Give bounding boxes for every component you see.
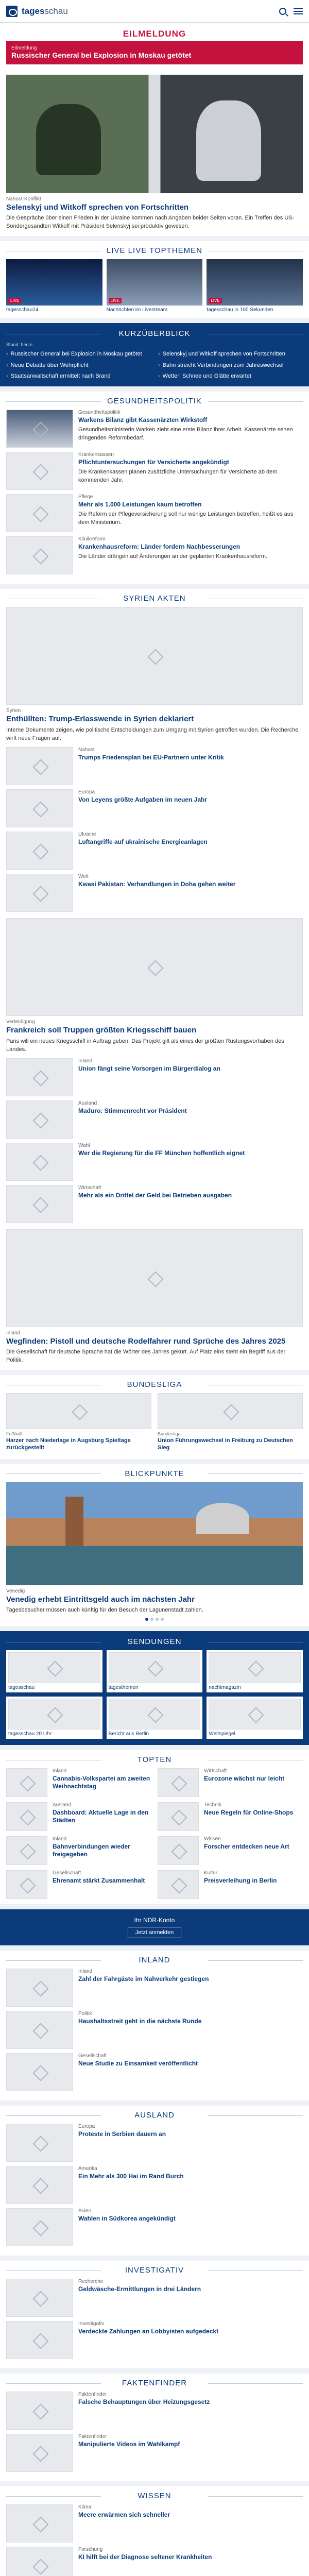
sendung-card[interactable] xyxy=(6,1697,102,1739)
list-item[interactable] xyxy=(6,2392,303,2430)
list-item[interactable] xyxy=(6,2279,303,2317)
account-banner xyxy=(0,1909,309,1945)
article-image[interactable] xyxy=(6,874,73,912)
article-image[interactable] xyxy=(158,1802,199,1831)
article-headline[interactable]: Geldwäsche-Ermittlungen in drei Ländern xyxy=(78,2285,201,2293)
eilmeldung-section xyxy=(0,23,309,70)
lead-headline[interactable]: Selenskyj und Witkoff sprechen von Fortschritten xyxy=(6,202,189,212)
eilmeldung-card[interactable] xyxy=(6,41,303,64)
sendung-label[interactable]: tagesschau xyxy=(8,1685,35,1691)
article-headline[interactable]: Mehr als 1.000 Leistungen kaum betroffen xyxy=(78,501,202,509)
article-kicker: Recherche xyxy=(78,2279,104,2285)
brand-logo[interactable]: tagesschau xyxy=(22,6,68,16)
article-image[interactable] xyxy=(6,1393,151,1429)
article-kicker: Forschung xyxy=(78,2547,103,2553)
list-item[interactable] xyxy=(6,1969,303,2007)
article-kicker: Klima xyxy=(78,2504,92,2511)
article-kicker: Pflege xyxy=(78,494,93,500)
gesundheit-section xyxy=(0,392,309,584)
article-teaser: Tagesbesucher müssen auch künftig für den Besuch der Lagunenstadt zahlen. xyxy=(6,1607,203,1614)
live-card[interactable] xyxy=(207,259,303,313)
article-kicker: Ausland xyxy=(78,1100,97,1106)
article-image[interactable] xyxy=(6,607,303,705)
sendung-image[interactable] xyxy=(109,1699,201,1730)
sendung-image[interactable] xyxy=(209,1699,301,1730)
article-headline[interactable]: Cannabis-Volkspartei am zweiten Weihnachtstag xyxy=(53,1775,150,1790)
lead-article[interactable] xyxy=(0,70,309,236)
article-headline[interactable]: Meere erwärmen sich schneller xyxy=(78,2511,170,2519)
article-teaser: Paris will ein neues Kriegsschiff in Auftrag geben. Das Projekt gilt als eines der größten Rüstungsvorhaben des Landes. xyxy=(6,1038,284,1053)
article-headline[interactable]: Enthüllten: Trump-Erlasswende in Syrien deklariert xyxy=(6,715,194,724)
article-kicker: Asien xyxy=(78,2208,92,2214)
list-item[interactable] xyxy=(6,1836,151,1865)
article-kicker: Wirtschaft xyxy=(78,1184,101,1191)
article-headline[interactable]: Neue Studie zu Einsamkeit veröffentlicht xyxy=(78,2060,198,2067)
list-item[interactable] xyxy=(6,2124,303,2162)
blickpunkte-title: BLICKPUNKTE xyxy=(6,1469,303,1478)
kurzueberblick-item[interactable]: › Neue Debatte über Wehrpflicht xyxy=(6,362,151,369)
article-kicker: Faktenfinder xyxy=(78,2392,107,2398)
live-badge: LIVE xyxy=(109,298,122,303)
article-image[interactable] xyxy=(6,2011,73,2049)
list-item[interactable] xyxy=(6,1802,151,1831)
sendung-label[interactable]: Weltspiegel xyxy=(209,1731,235,1737)
list-item[interactable] xyxy=(6,410,303,448)
article-kicker: Wahl xyxy=(78,1142,90,1148)
blickpunkte-section xyxy=(0,1464,309,1626)
article-headline[interactable]: Warkens Bilanz gibt Kassenärzten Wirkstoff xyxy=(78,416,208,424)
list-item[interactable] xyxy=(6,2208,303,2246)
article-headline[interactable]: Union Führungswechsel in Freiburg zu Deutschen Sieg xyxy=(158,1437,293,1451)
article-headline[interactable]: Ein Mehr als 300 Hai im Rand Burch xyxy=(78,2173,184,2180)
sendung-image[interactable] xyxy=(8,1652,100,1683)
login-button[interactable]: Jetzt anmelden xyxy=(128,1927,182,1938)
live-caption[interactable]: Nachrichten im Livestream xyxy=(106,307,168,313)
lead-kicker: Nahost-Konflikt xyxy=(6,196,41,202)
article-teaser: Die Länder drängen auf Änderungen an der geplanten Krankenhausreform. xyxy=(78,553,267,560)
inland-title: INLAND xyxy=(6,1956,303,1964)
list-item[interactable] xyxy=(6,494,303,532)
article-kicker: Faktenfinder xyxy=(78,2434,107,2440)
live-caption[interactable]: tagesschau in 100 Sekunden xyxy=(207,307,273,313)
article-kicker: Wissen xyxy=(204,1836,221,1842)
article-image[interactable] xyxy=(158,1836,199,1865)
wissen-title: WISSEN xyxy=(6,2492,303,2500)
article-image[interactable] xyxy=(6,1870,47,1899)
article-headline[interactable]: Wegfinden: Pistoll und deutsche Rodelfahrer rund Sprüche des Jahres 2025 xyxy=(6,1336,286,1346)
article-headline[interactable]: Wer die Regierung für die FF München hoffentlich eignet xyxy=(78,1149,245,1157)
article-image[interactable] xyxy=(6,1100,73,1139)
investigativ-title: INVESTIGATIV xyxy=(6,2266,303,2275)
gesundheit-title: GESUNDHEITSPOLITIK xyxy=(6,397,303,405)
article-headline[interactable]: Trumps Friedensplan bei EU-Partnern unter Kritik xyxy=(78,753,224,761)
article-image[interactable] xyxy=(6,1802,47,1831)
kurzueberblick-item[interactable]: › Russischer General bei Explosion in Moskau getötet xyxy=(6,350,151,358)
article-image[interactable] xyxy=(6,1768,47,1797)
article-image[interactable] xyxy=(158,1870,199,1899)
lead-teaser: Die Gespräche über einen Frieden in der Ukraine kommen nach Angaben beider Seiten voran. Ein Treffen des US-Sondergesandten Witkoff mit Präsident Selenskyj sei produktiv gewesen. xyxy=(6,215,295,230)
article-image[interactable] xyxy=(6,2504,73,2543)
list-item[interactable] xyxy=(6,536,303,574)
article-headline[interactable]: Von Leyens größte Aufgaben im neuen Jahr xyxy=(78,795,208,803)
article-image[interactable] xyxy=(6,747,73,785)
kurzueberblick-item[interactable]: › Wetter: Schnee und Glätte erwartet xyxy=(158,372,303,380)
article-headline[interactable]: Maduro: Stimmenrecht vor Präsident xyxy=(78,1107,187,1114)
article-kicker: Inland xyxy=(53,1836,67,1842)
big-article[interactable] xyxy=(6,1229,303,1365)
article-image[interactable] xyxy=(6,2053,73,2091)
sendung-card[interactable] xyxy=(207,1650,303,1692)
article-image[interactable] xyxy=(6,452,73,490)
article-image[interactable] xyxy=(6,2124,73,2162)
list-item[interactable] xyxy=(6,832,303,870)
list-item[interactable] xyxy=(6,1143,303,1181)
article-headline[interactable]: Union fängt seine Vorsorgen im Bürgerdialog an xyxy=(78,1064,220,1072)
list-item[interactable] xyxy=(158,1393,303,1454)
sendung-label[interactable]: Bericht aus Berlin xyxy=(108,1731,149,1737)
article-image[interactable] xyxy=(6,918,303,1016)
article-image[interactable] xyxy=(6,2208,73,2246)
article-headline[interactable]: Frankreich soll Truppen größten Kriegsschiff bauen xyxy=(6,1025,197,1035)
list-item[interactable] xyxy=(6,2053,303,2091)
search-icon[interactable] xyxy=(279,8,286,15)
live-card[interactable] xyxy=(107,259,203,313)
kurzueberblick-item[interactable]: › Selenskyj und Witkoff sprechen von Fortschritten xyxy=(158,350,303,358)
lead-image[interactable] xyxy=(6,75,303,193)
sendungen-title: SENDUNGEN xyxy=(6,1637,303,1646)
article-headline[interactable]: Bahnverbindungen wieder freigegeben xyxy=(53,1843,130,1858)
kurzueberblick-item[interactable]: › Staatsanwaltschaft ermittelt nach Brand xyxy=(6,372,151,380)
article-kicker: Ukraine xyxy=(78,831,96,837)
faktenfinder-section xyxy=(0,2374,309,2481)
eilmeldung-heading: EILMELDUNG xyxy=(123,29,186,39)
list-item[interactable] xyxy=(6,2547,303,2576)
article-kicker: Gesellschaft xyxy=(78,2053,107,2059)
article-kicker: Inland xyxy=(6,1330,21,1336)
article-kicker: Gesellschaft xyxy=(53,1870,81,1876)
article-image[interactable] xyxy=(158,1393,303,1429)
sendung-image[interactable] xyxy=(209,1652,301,1683)
article-headline[interactable]: Mehr als ein Drittel der Geld bei Betrieben ausgaben xyxy=(78,1191,232,1199)
article-image[interactable] xyxy=(158,1768,199,1797)
list-item[interactable] xyxy=(6,452,303,490)
article-image[interactable] xyxy=(6,1058,73,1096)
article-kicker: Inland xyxy=(78,1058,93,1064)
article-image[interactable] xyxy=(6,494,73,532)
article-teaser: Die Reform der Pflegeversicherung soll nur wenige Leistungen betreffen, heißt es aus dem Ministerium. xyxy=(78,511,294,526)
article-kicker: Gesundheitspolitik xyxy=(78,410,121,416)
article-kicker: Wirtschaft xyxy=(204,1768,227,1774)
article-kicker: Europa xyxy=(78,2124,95,2130)
article-teaser: Interne Dokumente zeigen, wie politische Entscheidungen zum Umgang mit Syrien getroffen wurden. Die Recherche wirft neue Fragen auf. xyxy=(6,727,299,741)
topten-title: TOPTEN xyxy=(6,1755,303,1764)
article-headline[interactable]: Luftangriffe auf ukrainische Energieanlagen xyxy=(78,838,208,845)
list-item[interactable] xyxy=(6,874,303,912)
sendung-card[interactable] xyxy=(107,1697,203,1739)
article-kicker: Inland xyxy=(53,1768,67,1774)
investigativ-section xyxy=(0,2261,309,2368)
article-image[interactable] xyxy=(6,789,73,827)
menu-icon[interactable] xyxy=(294,8,303,14)
article-kicker: Politik xyxy=(78,2011,92,2017)
sendung-card[interactable] xyxy=(107,1650,203,1692)
article-kicker: Venedig xyxy=(6,1588,25,1594)
article-headline[interactable]: Zahl der Fahrgäste im Nahverkehr gestiegen xyxy=(78,1975,209,1983)
kurzueberblick-item[interactable]: › Bahn streicht Verbindungen zum Jahreswechsel xyxy=(158,362,303,369)
article-teaser: Die Gesellschaft für deutsche Sprache hat die Wörter des Jahres gekürt. Auf Platz eins steht ein Begriff aus der Politik. xyxy=(6,1349,286,1364)
article-kicker: Syrien xyxy=(6,708,21,714)
live-badge: LIVE xyxy=(209,298,221,303)
list-item[interactable] xyxy=(6,2011,303,2049)
faktenfinder-title: FAKTENFINDER xyxy=(6,2379,303,2387)
article-headline[interactable]: KI hilft bei der Diagnose seltener Krankheiten xyxy=(78,2553,212,2561)
list-item[interactable] xyxy=(158,1768,303,1797)
article-image[interactable] xyxy=(6,410,73,448)
live-thumbnail[interactable] xyxy=(6,259,102,306)
list-item[interactable] xyxy=(6,1870,151,1899)
list-item[interactable] xyxy=(6,1058,303,1096)
article-kicker: Europa xyxy=(78,789,95,795)
article-image[interactable] xyxy=(6,2392,73,2430)
article-teaser: Gesundheitsministerin Warken zieht eine erste Bilanz ihrer Arbeit. Kassenärzte sehen dringenden Reformbedarf. xyxy=(78,427,293,442)
sendung-card[interactable] xyxy=(6,1650,102,1692)
article-kicker: Nahost xyxy=(78,747,95,753)
bundesliga-title: BUNDESLIGA xyxy=(6,1380,303,1389)
article-headline[interactable]: Dashboard: Aktuelle Lage in den Städten xyxy=(53,1809,149,1824)
list-item[interactable] xyxy=(158,1870,303,1899)
list-item[interactable] xyxy=(6,2321,303,2359)
live-thumbnail[interactable] xyxy=(207,259,303,306)
article-headline[interactable]: Venedig erhebt Eintrittsgeld auch im nächsten Jahr xyxy=(6,1595,195,1604)
article-image[interactable] xyxy=(6,1185,73,1223)
article-image[interactable] xyxy=(6,2279,73,2317)
article-kicker: Technik xyxy=(204,1802,221,1808)
article-headline[interactable]: Wahlen in Südkorea angekündigt xyxy=(78,2215,176,2223)
article-headline[interactable]: Falsche Behauptungen über Heizungsgesetz xyxy=(78,2398,210,2406)
article-headline[interactable]: Haushaltsstreit geht in die nächste Runde xyxy=(78,2018,202,2025)
ausland-section xyxy=(0,2106,309,2256)
venice-image[interactable] xyxy=(6,1482,303,1585)
article-headline[interactable]: Krankenhausreform: Länder fordern Nachbesserungen xyxy=(78,543,241,551)
kurzueberblick-title: KURZÜBERBLICK xyxy=(6,329,303,338)
article-headline[interactable]: Kwasi Pakistan: Verhandlungen in Doha gehen weiter xyxy=(78,880,236,888)
article-image[interactable] xyxy=(6,2166,73,2204)
article-teaser: Die Krankenkassen planen zusätzliche Untersuchungen für Versicherte ab dem kommenden Jahr. xyxy=(78,469,278,484)
article-headline[interactable]: Neue Regeln für Online-Shops xyxy=(204,1809,294,1817)
tagesschau-logo-icon[interactable] xyxy=(6,6,18,17)
inland-section xyxy=(0,1951,309,2100)
live-thumbnail[interactable] xyxy=(107,259,203,306)
article-headline[interactable]: Ehrenamt stärkt Zusammenhalt xyxy=(53,1877,145,1885)
bundesliga-section xyxy=(0,1375,309,1459)
wissen-section xyxy=(0,2486,309,2576)
list-item[interactable] xyxy=(6,1768,151,1797)
article-image[interactable] xyxy=(6,1836,47,1865)
list-item[interactable] xyxy=(6,1100,303,1139)
live-title: LIVE LIVE TOPTHEMEN xyxy=(6,246,303,255)
kurzueberblick-section xyxy=(0,323,309,386)
article-kicker: Bundesliga xyxy=(158,1431,181,1437)
article-kicker: Inland xyxy=(78,1969,93,1975)
article-image[interactable] xyxy=(6,2434,73,2472)
live-badge: LIVE xyxy=(8,298,21,303)
article-kicker: Ausland xyxy=(53,1802,72,1808)
article-kicker: Kultur xyxy=(204,1870,218,1876)
list-item[interactable] xyxy=(6,2166,303,2204)
list-item[interactable] xyxy=(6,789,303,827)
sendung-image[interactable] xyxy=(8,1699,100,1730)
list-item[interactable] xyxy=(158,1836,303,1865)
list-item[interactable] xyxy=(6,2504,303,2543)
article-headline[interactable]: Eurozone wächst nur leicht xyxy=(204,1775,285,1783)
topten-section xyxy=(0,1750,309,1904)
article-image[interactable] xyxy=(6,536,73,574)
article-image[interactable] xyxy=(6,1229,303,1327)
article-image[interactable] xyxy=(6,832,73,870)
sendung-image[interactable] xyxy=(109,1652,201,1683)
article-image[interactable] xyxy=(6,2321,73,2359)
list-item[interactable] xyxy=(6,1393,151,1454)
article-kicker: Fußball xyxy=(6,1431,22,1437)
article-headline[interactable]: Manipulierte Videos im Wahlkampf xyxy=(78,2441,180,2448)
article-kicker: Krankenkassen xyxy=(78,452,114,458)
syrien-section xyxy=(0,589,309,1370)
eilmeldung-kicker: Eilmeldung xyxy=(11,45,37,51)
article-kicker: Verteidigung xyxy=(6,1019,35,1025)
live-card[interactable] xyxy=(6,259,102,313)
article-kicker: Klinikreform xyxy=(78,536,106,543)
article-image[interactable] xyxy=(6,1143,73,1181)
list-item[interactable] xyxy=(6,1185,303,1223)
article-kicker: Amerika xyxy=(78,2166,97,2172)
kurzueberblick-stand: Stand: heute xyxy=(6,342,33,348)
article-image[interactable] xyxy=(6,1969,73,2007)
sendungen-section xyxy=(0,1631,309,1745)
sendung-label[interactable]: nachtmagazin xyxy=(209,1685,241,1691)
live-section xyxy=(0,241,309,318)
article-headline[interactable]: Pflichtuntersuchungen für Versicherte angekündigt xyxy=(78,459,229,466)
big-article[interactable] xyxy=(6,607,303,743)
carousel-dots[interactable] xyxy=(6,1618,303,1621)
live-caption[interactable]: tagesschau24 xyxy=(6,307,39,313)
big-article[interactable] xyxy=(6,918,303,1054)
sendung-card[interactable] xyxy=(207,1697,303,1739)
article-headline[interactable]: Harzer nach Niederlage in Augsburg Spieltage zurückgestellt xyxy=(6,1437,131,1451)
list-item[interactable] xyxy=(158,1802,303,1831)
eilmeldung-title: Russischer General bei Explosion in Moskau getötet xyxy=(11,51,192,59)
article-image[interactable] xyxy=(6,2547,73,2576)
sendung-label[interactable]: tagesschau 20 Uhr xyxy=(8,1731,52,1737)
article-headline[interactable]: Forscher entdecken neue Art xyxy=(204,1843,289,1851)
account-banner-text: Ihr NDR-Konto xyxy=(134,1917,175,1924)
list-item[interactable] xyxy=(6,747,303,785)
ausland-title: AUSLAND xyxy=(6,2111,303,2120)
list-item[interactable] xyxy=(6,2434,303,2472)
article-kicker: Welt xyxy=(78,873,89,879)
article-headline[interactable]: Preisverleihung in Berlin xyxy=(204,1877,277,1885)
sendung-label[interactable]: tagesthemen xyxy=(108,1685,139,1691)
article-headline[interactable]: Proteste in Serbien dauern an xyxy=(78,2130,166,2138)
syrien-title: SYRIEN AKTEN xyxy=(6,594,303,603)
article-headline[interactable]: Verdeckte Zahlungen an Lobbyisten aufgedeckt xyxy=(78,2328,219,2335)
top-bar xyxy=(0,0,309,23)
article-kicker: Investigativ xyxy=(78,2321,105,2327)
